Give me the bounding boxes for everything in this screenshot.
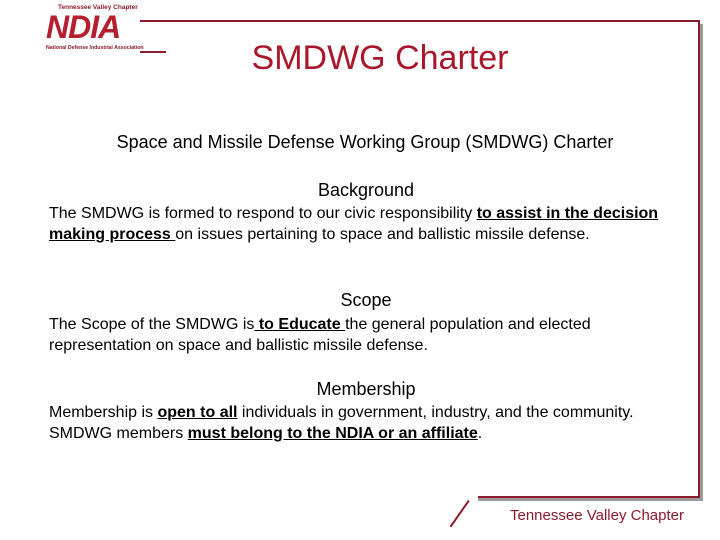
background-heading: Background bbox=[317, 180, 415, 200]
frame-diagonal-line bbox=[450, 500, 470, 527]
background-emphasis: to assist in the decision making process bbox=[49, 205, 659, 243]
ndia-logo bbox=[44, 4, 144, 52]
scope-text-2: the general population and elected representation on space and ballistic missile defense. bbox=[49, 316, 591, 354]
background-paragraph bbox=[49, 203, 679, 245]
membership-paragraph bbox=[49, 402, 679, 444]
page-title: SMDWG Charter bbox=[251, 39, 509, 77]
frame-bottom-shadow bbox=[478, 498, 703, 501]
logo-chapter-text: Tennessee Valley Chapter bbox=[58, 4, 138, 11]
logo-wordmark: NDIA bbox=[46, 9, 121, 45]
membership-text-2: individuals in government, industry, and the community. SMDWG members bbox=[49, 404, 634, 442]
frame-right-shadow bbox=[700, 24, 703, 500]
scope-text-1: The Scope of the SMDWG is bbox=[49, 316, 255, 333]
frame-top-line bbox=[140, 20, 700, 22]
footer-chapter-name: Tennessee Valley Chapter bbox=[510, 507, 684, 524]
page-subtitle: Space and Missile Defense Working Group (SMDWG) Charter bbox=[116, 132, 614, 152]
membership-emphasis-1: open to all bbox=[157, 404, 238, 421]
background-text-2: on issues pertaining to space and ballistic missile defense. bbox=[175, 226, 590, 243]
scope-heading: Scope bbox=[340, 290, 392, 310]
membership-text-1: Membership is bbox=[49, 404, 158, 421]
logo-association-text: National Defense Industrial Association bbox=[46, 45, 144, 51]
membership-text-3: . bbox=[477, 425, 483, 442]
background-text-1: The SMDWG is formed to respond to our civic responsibility bbox=[49, 205, 477, 222]
scope-paragraph bbox=[49, 314, 679, 356]
scope-emphasis: to Educate bbox=[254, 316, 346, 333]
frame-left-line bbox=[140, 51, 166, 53]
membership-emphasis-2: must belong to the NDIA or an affiliate bbox=[187, 425, 478, 442]
membership-heading: Membership bbox=[316, 379, 416, 399]
